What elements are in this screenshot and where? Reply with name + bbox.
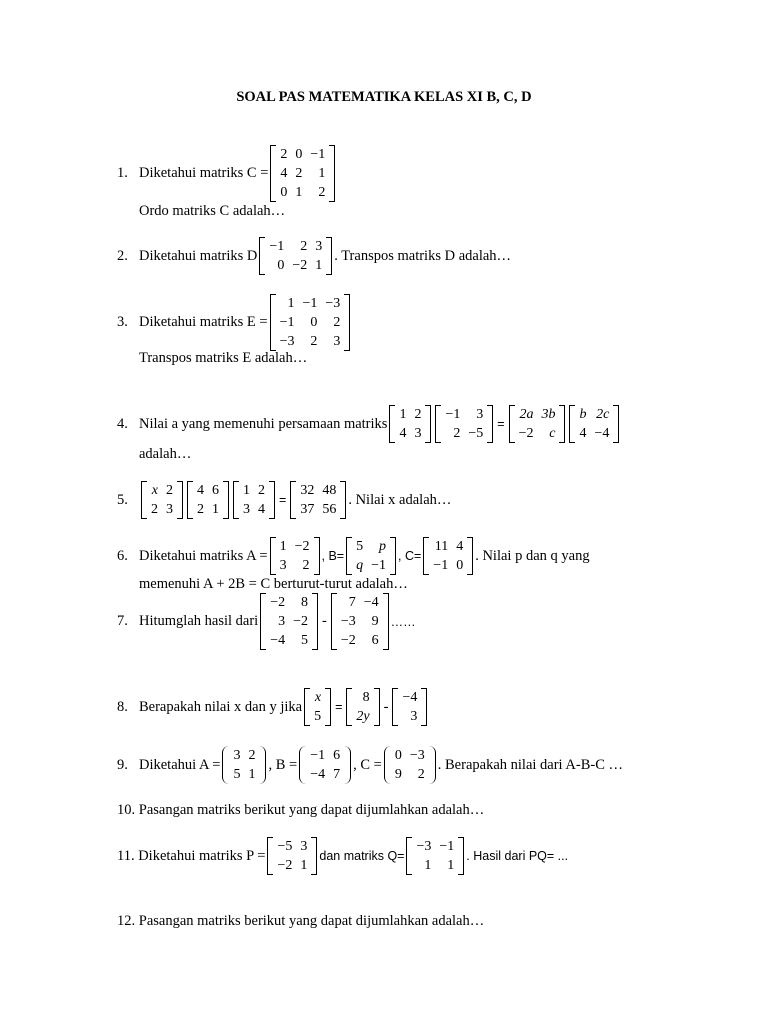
matrix-cell: 3 — [410, 709, 418, 724]
question-8 — [117, 688, 429, 726]
matrix-cell: q — [356, 558, 364, 573]
question-3-line2: Transpos matriks E adalah… — [139, 350, 308, 366]
matrix-cell: 2 — [248, 748, 256, 763]
matrix-cell: 4 — [197, 483, 204, 498]
question-number: 7. — [117, 613, 128, 629]
matrix-cell: 1 — [318, 166, 326, 181]
matrix-cell: 2a — [519, 407, 534, 422]
matrix-bracket-right — [487, 405, 493, 443]
question-text-after: . Hasil dari PQ= ... — [466, 849, 569, 863]
matrix-body — [276, 537, 314, 575]
matrix-cell: 0 — [456, 558, 464, 573]
matrix-row — [296, 500, 340, 519]
question-text: 12. Pasangan matriks berikut yang dapat dijumlahkan adalah… — [117, 913, 485, 929]
matrix-cell: 7 — [333, 767, 341, 782]
matrix-row — [239, 500, 269, 519]
matrix-1 — [260, 593, 318, 650]
matrix-c — [423, 537, 473, 575]
matrix-cell: 1 — [295, 185, 303, 200]
matrix-bracket-right — [458, 837, 464, 875]
matrix-row — [352, 556, 390, 575]
question-1 — [117, 145, 337, 202]
matrix-row — [229, 746, 259, 765]
matrix-cell: 2 — [166, 483, 173, 498]
matrix-bracket-right — [344, 294, 350, 351]
question-number: 4. — [117, 415, 128, 432]
label-c: , C= — [398, 549, 422, 563]
matrix-row — [337, 593, 383, 612]
matrix-row — [229, 765, 259, 784]
matrix-row — [352, 688, 373, 707]
matrix-cell: 2 — [258, 483, 265, 498]
matrix-3 — [233, 481, 275, 519]
question-text: Nilai a yang memenuhi persamaan matriks — [139, 415, 388, 432]
matrix-cell: −1 — [371, 558, 387, 573]
matrix-cell: 2 — [453, 426, 461, 441]
matrix-bracket-right — [344, 746, 351, 784]
matrix-bracket-left — [384, 746, 391, 784]
matrix-cell: 6 — [333, 748, 341, 763]
equals-sign: = — [497, 417, 505, 431]
matrix-body — [193, 481, 223, 519]
matrix-bracket-right — [390, 537, 396, 575]
question-6-line2: memenuhi A + 2B = C berturut-turut adalah… — [139, 576, 408, 592]
matrix-body — [391, 746, 429, 784]
question-text: Diketahui matriks C = — [139, 165, 269, 181]
matrix-cell: 9 — [371, 614, 379, 629]
matrix-body — [266, 593, 312, 650]
matrix-left-1 — [389, 405, 431, 443]
matrix-body — [276, 145, 329, 202]
equals-sign: = — [279, 493, 287, 507]
matrix-cell: 2 — [151, 502, 158, 517]
question-text: Diketahui matriks D — [139, 247, 258, 264]
matrix-2 — [331, 593, 389, 650]
matrix-cell: 1 — [315, 258, 323, 273]
matrix-body — [352, 688, 373, 726]
question-text-after: …… — [390, 614, 416, 629]
equals-sign: = — [335, 700, 343, 714]
matrix-cell: 2y — [356, 709, 370, 724]
matrix-row — [273, 856, 311, 875]
matrix-cell: −4 — [310, 767, 326, 782]
matrix-3 — [392, 688, 427, 726]
matrix-cell: 5 — [314, 709, 322, 724]
matrix-cell: −2 — [518, 426, 534, 441]
matrix-row — [429, 556, 467, 575]
matrix-2 — [187, 481, 229, 519]
matrix-cell: −3 — [340, 614, 356, 629]
matrix-cell: 6 — [212, 483, 219, 498]
question-2 — [117, 237, 511, 275]
matrix-bracket-right — [325, 688, 331, 726]
matrix-cell: 5 — [301, 633, 309, 648]
matrix-cell: 6 — [371, 633, 379, 648]
matrix-cell: x — [314, 690, 322, 705]
matrix-cell: −1 — [269, 239, 285, 254]
matrix-row — [575, 424, 613, 443]
matrix-cell: 2 — [414, 407, 422, 422]
matrix-row — [306, 765, 344, 784]
matrix-cell: 37 — [300, 502, 315, 517]
matrix-cell: −3 — [409, 748, 425, 763]
matrix-row — [352, 537, 390, 556]
matrix-row — [441, 424, 487, 443]
question-number: 3. — [117, 314, 128, 330]
matrix-cell: 1 — [212, 502, 219, 517]
matrix-c — [384, 746, 436, 784]
matrix-cell: 1 — [300, 858, 308, 873]
matrix-cell: x — [151, 483, 158, 498]
matrix-cell: −2 — [340, 633, 356, 648]
matrix-a — [270, 537, 320, 575]
question-3 — [117, 294, 352, 351]
matrix-cell: 32 — [300, 483, 315, 498]
question-number: 8. — [117, 698, 128, 715]
matrix-cell: 1 — [287, 296, 295, 311]
matrix-cell: 3 — [279, 558, 287, 573]
matrix-body — [306, 746, 344, 784]
matrix-cell: −3 — [325, 296, 341, 311]
matrix-b — [346, 537, 396, 575]
matrix-bracket-right — [559, 405, 565, 443]
matrix-cell: 2 — [295, 166, 303, 181]
question-text-after: . Transpos matriks D adalah… — [334, 247, 512, 264]
matrix-bracket-right — [340, 481, 346, 519]
matrix-p — [267, 837, 317, 875]
matrix-cell: 4 — [280, 166, 288, 181]
matrix-row — [395, 405, 425, 424]
matrix-cell: 1 — [447, 858, 455, 873]
matrix-cell: −1 — [279, 315, 295, 330]
matrix-cell: 1 — [243, 483, 250, 498]
matrix-body — [398, 688, 421, 726]
matrix-row — [193, 500, 223, 519]
matrix-cell: −4 — [594, 426, 610, 441]
matrix-body — [265, 237, 326, 275]
question-text: Berapakah nilai x dan y jika — [139, 698, 303, 715]
matrix-cell: −2 — [294, 539, 310, 554]
matrix-cell: 5 — [356, 539, 364, 554]
matrix-1 — [304, 688, 331, 726]
matrix-body — [515, 405, 560, 443]
matrix-cell: 0 — [277, 258, 285, 273]
matrix-row — [276, 537, 314, 556]
matrix-cell: 0 — [295, 147, 303, 162]
matrix-body — [229, 746, 259, 784]
matrix-cell: −1 — [445, 407, 461, 422]
page-title: SOAL PAS MATEMATIKA KELAS XI B, C, D — [236, 89, 532, 105]
question-4-line2: adalah… — [139, 446, 192, 462]
matrix-cell: −2 — [293, 614, 309, 629]
matrix-cell: 3 — [166, 502, 173, 517]
matrix-cell: 2c — [596, 407, 610, 422]
matrix-row — [276, 556, 314, 575]
matrix-row — [266, 612, 312, 631]
matrix-row — [276, 145, 329, 164]
matrix-cell: 8 — [362, 690, 370, 705]
matrix-bracket-right — [269, 481, 275, 519]
matrix-cell: 1 — [248, 767, 256, 782]
matrix-row — [276, 332, 345, 351]
matrix-4 — [290, 481, 346, 519]
matrix-cell: −1 — [310, 748, 326, 763]
matrix-row — [310, 707, 325, 726]
matrix-bracket-right — [312, 593, 318, 650]
matrix-cell: −1 — [439, 839, 455, 854]
matrix-e — [270, 294, 351, 351]
question-6 — [117, 537, 590, 575]
matrix-cell: −5 — [468, 426, 484, 441]
matrix-q — [406, 837, 464, 875]
matrix-cell: 2 — [417, 767, 425, 782]
matrix-cell: 4 — [456, 539, 464, 554]
matrix-body — [239, 481, 269, 519]
matrix-cell: −1 — [310, 147, 326, 162]
matrix-body — [273, 837, 311, 875]
question-11 — [117, 837, 568, 875]
matrix-2 — [346, 688, 379, 726]
matrix-cell: 2 — [318, 185, 326, 200]
matrix-row — [391, 746, 429, 765]
matrix-body — [395, 405, 425, 443]
matrix-bracket-right — [311, 837, 317, 875]
matrix-cell: 3 — [333, 334, 341, 349]
matrix-bracket-left — [299, 746, 306, 784]
matrix-bracket-right — [374, 688, 380, 726]
label-c: , C = — [353, 756, 382, 773]
matrix-row — [147, 500, 177, 519]
matrix-cell: −5 — [277, 839, 293, 854]
matrix-cell: 3 — [300, 839, 308, 854]
matrix-cell: 4 — [579, 426, 587, 441]
question-text: 11. Diketahui matriks P = — [117, 847, 266, 864]
matrix-cell: 9 — [394, 767, 402, 782]
matrix-cell: −4 — [363, 595, 379, 610]
matrix-row — [412, 837, 458, 856]
matrix-cell: −4 — [402, 690, 418, 705]
matrix-bracket-right — [223, 481, 229, 519]
matrix-cell: 48 — [322, 483, 337, 498]
question-text: Diketahui A = — [139, 756, 221, 773]
matrix-body — [296, 481, 340, 519]
matrix-a — [222, 746, 266, 784]
matrix-cell: 1 — [399, 407, 407, 422]
matrix-row — [337, 612, 383, 631]
matrix-cell: 1 — [279, 539, 287, 554]
matrix-b — [299, 746, 351, 784]
minus-sign: - — [383, 698, 389, 715]
question-number: 6. — [117, 547, 128, 564]
matrix-cell: −4 — [270, 633, 286, 648]
matrix-left-2 — [435, 405, 493, 443]
matrix-row — [265, 256, 326, 275]
matrix-right-2 — [569, 405, 619, 443]
matrix-body — [147, 481, 177, 519]
matrix-bracket-right — [329, 145, 335, 202]
matrix-cell: 2 — [302, 558, 310, 573]
matrix-cell: 3b — [541, 407, 556, 422]
matrix-body — [575, 405, 613, 443]
matrix-row — [398, 688, 421, 707]
question-4 — [117, 405, 621, 443]
matrix-bracket-right — [314, 537, 320, 575]
matrix-cell: 0 — [280, 185, 288, 200]
matrix-cell: 8 — [301, 595, 309, 610]
matrix-bracket-right — [421, 688, 427, 726]
question-9 — [117, 746, 623, 784]
matrix-bracket-right — [383, 593, 389, 650]
matrix-row — [276, 183, 329, 202]
matrix-c — [270, 145, 335, 202]
question-10 — [117, 802, 484, 819]
matrix-bracket-right — [177, 481, 183, 519]
question-text-after: . Nilai p dan q yang — [475, 547, 590, 564]
label-b: , B = — [268, 756, 298, 773]
matrix-cell: 4 — [258, 502, 265, 517]
matrix-cell: 0 — [394, 748, 402, 763]
question-text-after: . Nilai x adalah… — [348, 491, 452, 508]
matrix-row — [296, 481, 340, 500]
matrix-body — [441, 405, 487, 443]
question-number: 1. — [117, 165, 128, 181]
matrix-cell: −1 — [302, 296, 318, 311]
matrix-row — [306, 746, 344, 765]
matrix-bracket-right — [467, 537, 473, 575]
matrix-row — [337, 631, 383, 650]
matrix-cell: b — [579, 407, 587, 422]
matrix-row — [239, 481, 269, 500]
matrix-cell: 1 — [424, 858, 432, 873]
matrix-cell: −1 — [433, 558, 449, 573]
question-number: 5. — [117, 491, 128, 508]
question-number: 9. — [117, 756, 128, 773]
question-1-line2: Ordo matriks C adalah… — [139, 203, 286, 219]
matrix-body — [276, 294, 345, 351]
question-text-after: . Berapakah nilai dari A-B-C … — [437, 756, 623, 773]
question-text-mid: dan matriks Q= — [319, 849, 405, 863]
matrix-cell: 3 — [243, 502, 250, 517]
matrix-row — [265, 237, 326, 256]
matrix-cell: p — [379, 539, 387, 554]
matrix-row — [276, 313, 345, 332]
matrix-cell: 2 — [310, 334, 318, 349]
matrix-cell: 3 — [278, 614, 286, 629]
matrix-row — [310, 688, 325, 707]
matrix-row — [515, 424, 560, 443]
matrix-bracket-right — [326, 237, 332, 275]
matrix-cell: 7 — [348, 595, 356, 610]
matrix-body — [352, 537, 390, 575]
matrix-bracket-left — [222, 746, 229, 784]
matrix-cell: 4 — [399, 426, 407, 441]
matrix-1 — [141, 481, 183, 519]
matrix-row — [266, 593, 312, 612]
matrix-cell: −2 — [277, 858, 293, 873]
question-text: 10. Pasangan matriks berikut yang dapat dijumlahkan adalah… — [117, 802, 485, 818]
question-number: 2. — [117, 247, 128, 264]
matrix-cell: 3 — [315, 239, 323, 254]
matrix-bracket-right — [259, 746, 266, 784]
matrix-row — [398, 707, 421, 726]
matrix-row — [193, 481, 223, 500]
matrix-cell: 2 — [197, 502, 204, 517]
matrix-cell: 3 — [476, 407, 484, 422]
matrix-bracket-right — [425, 405, 431, 443]
question-12 — [117, 913, 484, 930]
matrix-bracket-right — [613, 405, 619, 443]
matrix-body — [429, 537, 467, 575]
matrix-row — [575, 405, 613, 424]
matrix-body — [412, 837, 458, 875]
question-text: Hitumglah hasil dari — [139, 613, 259, 629]
matrix-cell: 3 — [233, 748, 241, 763]
matrix-row — [429, 537, 467, 556]
matrix-row — [412, 856, 458, 875]
matrix-cell: −3 — [416, 839, 432, 854]
matrix-cell: 2 — [300, 239, 308, 254]
matrix-cell: −3 — [279, 334, 295, 349]
matrix-cell: −2 — [292, 258, 308, 273]
matrix-row — [441, 405, 487, 424]
matrix-d — [259, 237, 332, 275]
matrix-cell: −2 — [270, 595, 286, 610]
matrix-row — [273, 837, 311, 856]
question-7 — [117, 593, 416, 650]
matrix-row — [276, 294, 345, 313]
matrix-row — [266, 631, 312, 650]
matrix-row — [276, 164, 329, 183]
matrix-cell: 56 — [322, 502, 337, 517]
question-text: Diketahui matriks A = — [139, 547, 268, 564]
matrix-cell: 5 — [233, 767, 241, 782]
matrix-row — [515, 405, 560, 424]
matrix-bracket-right — [429, 746, 436, 784]
matrix-row — [391, 765, 429, 784]
matrix-cell: 3 — [414, 426, 422, 441]
minus-sign: - — [322, 613, 327, 629]
matrix-row — [352, 707, 373, 726]
matrix-row — [147, 481, 177, 500]
matrix-cell: 11 — [434, 539, 449, 554]
question-text: Diketahui matriks E = — [139, 314, 268, 330]
matrix-cell: 2 — [333, 315, 341, 330]
question-5 — [117, 481, 451, 519]
matrix-row — [395, 424, 425, 443]
matrix-cell: 0 — [310, 315, 318, 330]
matrix-cell: c — [549, 426, 556, 441]
matrix-cell: 2 — [280, 147, 288, 162]
label-b: , B= — [321, 549, 345, 563]
matrix-right-1 — [509, 405, 566, 443]
matrix-body — [310, 688, 325, 726]
matrix-body — [337, 593, 383, 650]
